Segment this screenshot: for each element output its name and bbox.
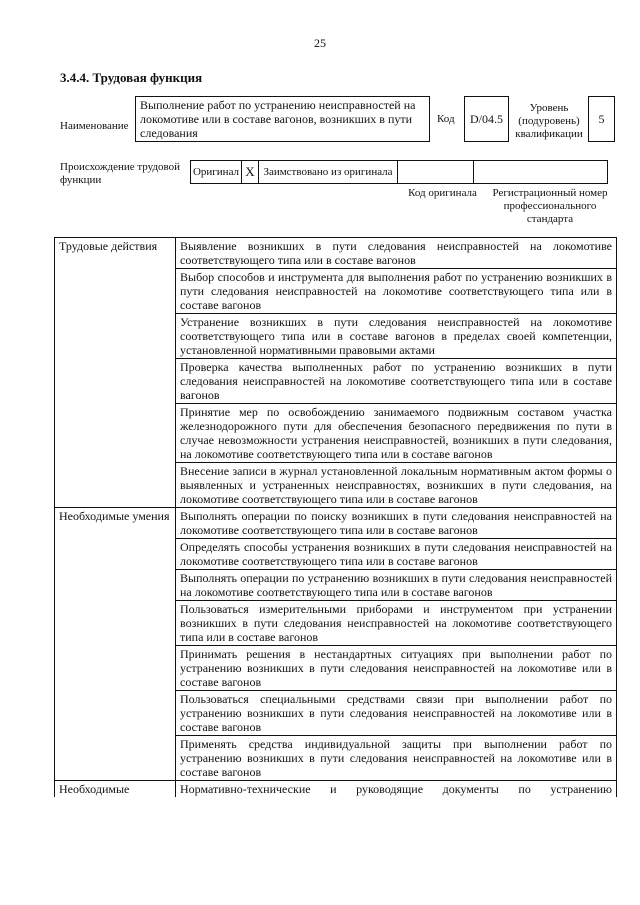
level-label: Уровень (подуровень) квалификации	[515, 102, 583, 140]
original-mark: X	[241, 160, 259, 184]
table-cell: Проверка качества выполненных работ по устранению возникших в пути следования неисправностей на локомотиве соответствующего типа или в составе вагонов	[176, 359, 617, 404]
table-cell: Принимать решения в нестандартных ситуациях при выполнении работ по устранению возникших в пути следования неисправностей на локомотиве или в составе вагонов	[176, 646, 617, 691]
original-code-cell	[397, 160, 474, 184]
table-cell: Пользоваться специальными средствами связи при выполнении работ по устранению возникших в пути следования неисправностей на локомотиве или в составе вагонов	[176, 691, 617, 736]
section-title: 3.4.4. Трудовая функция	[60, 70, 203, 85]
level-value: 5	[598, 111, 605, 126]
table-row	[55, 238, 617, 269]
table-cell: Выполнять операции по устранению возникших в пути следования неисправностей на локомотиве соответствующего типа или в составе вагонов	[176, 570, 617, 601]
code-box	[464, 96, 509, 142]
category-cell: Необходимые	[55, 781, 176, 798]
name-label: Наименование	[60, 120, 129, 132]
registration-number-cell	[473, 160, 608, 184]
code-value: D/04.5	[470, 111, 503, 126]
table-cell: Нормативно-технические и руководящие документы по устранению	[176, 781, 617, 798]
original-label: Оригинал	[190, 160, 242, 184]
table-cell: Определять способы устранения возникших в пути следования неисправностей на локомотиве соответствующего типа или в составе вагонов	[176, 539, 617, 570]
origin-label: Происхождение трудовой функции	[60, 161, 181, 186]
code-label: Код	[437, 113, 455, 125]
registration-caption: Регистрационный номер профессионального стандарта	[492, 187, 608, 225]
category-cell: Необходимые умения	[55, 508, 176, 781]
level-box	[588, 96, 615, 142]
table-row	[55, 508, 617, 539]
table-cell: Устранение возникших в пути следования неисправностей на локомотиве соответствующего типа или в составе вагонов в пределах своей компетенции, установленной нормативными правовыми актами	[176, 314, 617, 359]
table-cell: Внесение записи в журнал установленной локальным нормативным актом формы о выявленных и устраненных неисправностях, возникших в пути следования, на локомотиве соответствующего типа или в составе вагонов	[176, 463, 617, 508]
code-caption: Код оригинала	[408, 187, 477, 199]
table-cell: Выбор способов и инструмента для выполнения работ по устранению возникших в пути следования неисправностей на локомотиве соответствующего типа или в составе вагонов	[176, 269, 617, 314]
table-cell: Пользоваться измерительными приборами и инструментом при устранении возникших в пути следования неисправностей на локомотиве соответствующего типа или в составе вагонов	[176, 601, 617, 646]
table-row	[55, 781, 617, 798]
function-name-box	[135, 96, 430, 142]
borrowed-label: Заимствовано из оригинала	[258, 160, 398, 184]
labor-functions-table	[54, 237, 617, 797]
page-number: 25	[314, 36, 326, 50]
category-cell: Трудовые действия	[55, 238, 176, 508]
table-cell: Выполнять операции по поиску возникших в пути следования неисправностей на локомотиве соответствующего типа или в составе вагонов	[176, 508, 617, 539]
table-cell: Принятие мер по освобождению занимаемого подвижным составом участка железнодорожного пути для обеспечения безопасного передвижения по пути в случае невозможности устранения неисправностей, возникших в пути следования, на локомотиве соответствующего типа или в составе вагонов	[176, 404, 617, 463]
table-cell: Применять средства индивидуальной защиты при выполнении работ по устранению возникших в пути следования неисправностей на локомотиве или в составе вагонов	[176, 736, 617, 781]
function-name-value: Выполнение работ по устранению неисправностей на локомотиве или в составе вагонов, возникших в пути следования	[140, 98, 416, 140]
table-cell: Выявление возникших в пути следования неисправностей на локомотиве соответствующего типа или в составе вагонов	[176, 238, 617, 269]
origin-row	[190, 160, 608, 184]
